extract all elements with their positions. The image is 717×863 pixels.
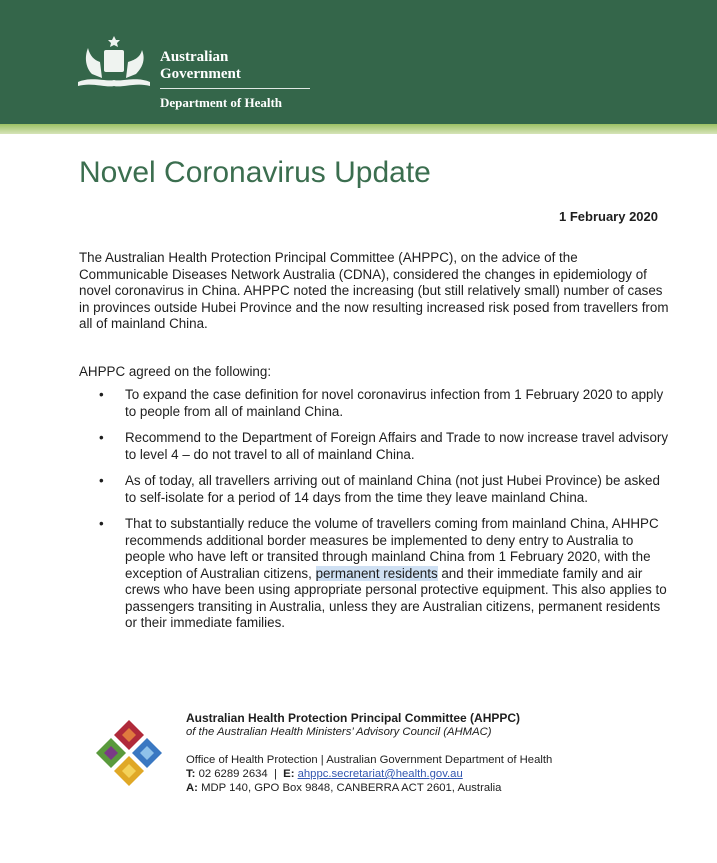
address-label: A: — [186, 782, 198, 794]
footer-address-line — [186, 781, 552, 795]
page-title: Novel Coronavirus Update — [79, 156, 431, 189]
agreed-heading: AHPPC agreed on the following: — [79, 364, 272, 379]
footer-contact — [186, 711, 552, 795]
footer-phone-email-line — [186, 767, 552, 781]
department-name: Department of Health — [160, 95, 283, 110]
list-item — [79, 516, 669, 632]
phone-number: 02 6289 2634 — [198, 768, 268, 780]
coat-of-arms-icon — [72, 34, 156, 92]
ahppc-diamond-logo-icon — [94, 718, 164, 788]
phone-label: T: — [186, 768, 196, 780]
footer-org-name: Australian Health Protection Principal Committee (AHPPC) — [186, 711, 521, 725]
bullet-icon: • — [99, 473, 104, 488]
bullet-icon: • — [99, 430, 104, 445]
list-item-text: As of today, all travellers arriving out of mainland China (not just Hubei Province) be asked to self-isolate for a period of 14 days from the time they leave mainland China. — [125, 473, 660, 505]
brand-block — [160, 49, 310, 111]
email-link[interactable]: ahppc.secretariat@health.gov.au — [297, 768, 463, 780]
document-date: 1 February 2020 — [558, 209, 658, 224]
intro-paragraph: The Australian Health Protection Principal Committee (AHPPC), on the advice of the Communicable Diseases Network Australia (CDNA), considered the changes in epidemiology of novel coronavirus in China. AHPPC noted the increasing (but still relatively small) number of cases in provinces outside Hubei Province and the now resulting increased risk posed from travellers from all of mainland China. — [79, 250, 669, 331]
address-text: MDP 140, GPO Box 9848, CANBERRA ACT 2601, Australia — [201, 782, 502, 794]
footer-office: Office of Health Protection | Australian Government Department of Health — [186, 754, 553, 766]
header-stripe — [0, 124, 717, 134]
bullet-icon: • — [99, 516, 104, 531]
agreement-list — [79, 387, 669, 642]
header-banner — [0, 0, 717, 124]
bullet-icon: • — [99, 387, 104, 402]
list-item-text-after: and their immediate family and air crews who have been using appropriate personal protective equipment. This also applies to passengers transiting in Australia, unless they are Australian citizens, permanent residents or their immediate families. — [125, 565, 667, 630]
email-label: E: — [283, 768, 295, 780]
separator: | — [267, 768, 284, 780]
list-item — [79, 387, 669, 420]
government-name: Australian Government — [160, 49, 310, 89]
list-item-text-before: That to substantially reduce the volume of travellers coming from mainland China, AHHPC recommends additional border measures be implemented to deny entry to Australia to people who have left or transited through mainland China from 1 February 2020, with the exception of Australian citizens, — [125, 516, 659, 581]
footer-org-subtitle: of the Australian Health Ministers’ Advisory Council (AHMAC) — [186, 726, 492, 738]
list-item — [79, 430, 669, 463]
list-item — [79, 473, 669, 506]
list-item-text: Recommend to the Department of Foreign Affairs and Trade to now increase travel advisory to level 4 – do not travel to all of mainland China. — [125, 430, 669, 462]
list-item-text: To expand the case definition for novel coronavirus infection from 1 February 2020 to apply to people from all of mainland China. — [125, 387, 664, 419]
highlighted-text[interactable]: permanent residents — [315, 565, 438, 581]
